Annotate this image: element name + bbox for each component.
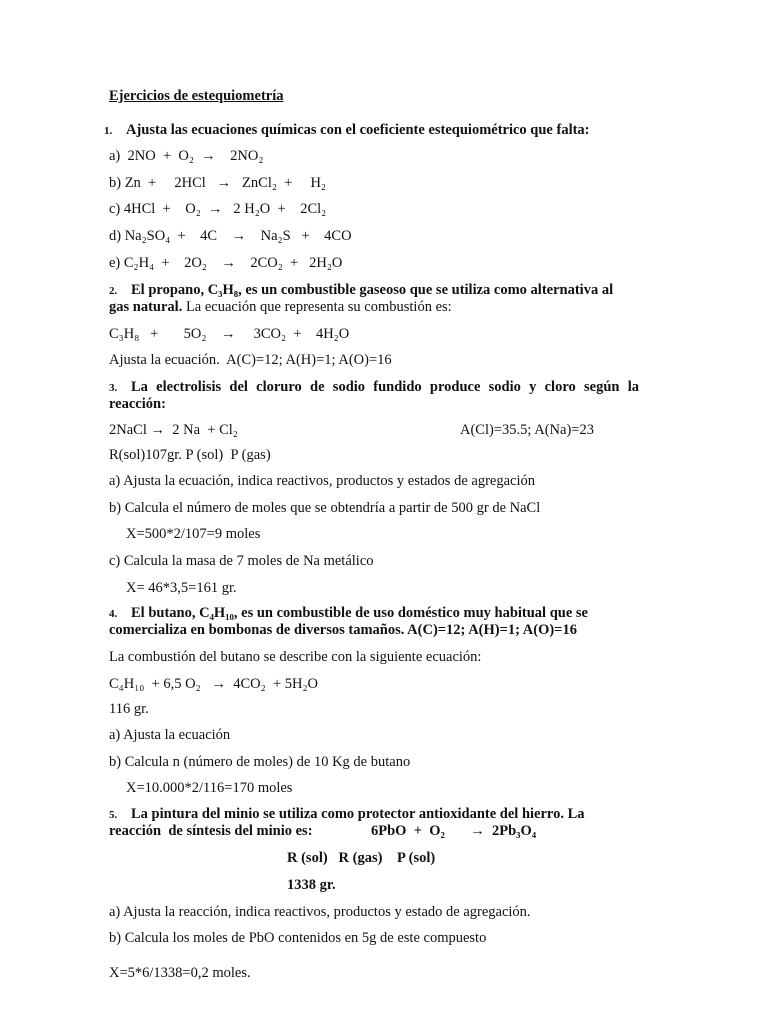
question-5-line2: reacción de síntesis del minio es:	[109, 823, 313, 839]
question-5-text: La pintura del minio se utiliza como protector antioxidante del hierro. La	[131, 806, 585, 822]
question-4-text: El butano, C₄H₁₀, es un combustible de uso doméstico muy habitual que se	[131, 605, 588, 621]
question-5-number: 5.	[109, 809, 118, 821]
question-1-number: 1.	[104, 125, 113, 137]
q3-answer-b: X=500*2/107=9 moles	[126, 526, 261, 542]
q5-molar-mass: 1338 gr.	[287, 877, 336, 893]
q2-equation: C₃H₈ + 5O₂ → 3CO₂ + 4H₂O	[109, 326, 350, 342]
q1-item-a: a) 2NO + O₂ → 2NO₂	[109, 148, 264, 164]
question-2-line2-rest: La ecuación que representa su combustión es:	[182, 299, 452, 315]
q2-note: Ajusta la ecuación. A(C)=12; A(H)=1; A(O)=16	[109, 352, 392, 368]
q1-item-e: e) C₂H₄ + 2O₂ → 2CO₂ + 2H₂O	[109, 255, 343, 271]
question-3-line2: reacción:	[109, 396, 166, 412]
q5-equation: 6PbO + O₂ → 2Pb₃O₄	[371, 823, 537, 839]
q4-equation: C₄H₁₀ + 6,5 O₂ → 4CO₂ + 5H₂O	[109, 676, 319, 692]
q3-atomic-masses: A(Cl)=35.5; A(Na)=23	[460, 422, 594, 438]
q1-item-c: c) 4HCl + O₂ → 2 H₂O + 2Cl₂	[109, 201, 327, 217]
q4-answer-b: X=10.000*2/116=170 moles	[126, 780, 293, 796]
q4-intro: La combustión del butano se describe con la siguiente ecuación:	[109, 649, 482, 665]
q4-item-a: a) Ajusta la ecuación	[109, 727, 231, 743]
question-3-line1	[109, 378, 639, 397]
question-3-text: La electrolisis del cloruro de sodio fundido produce sodio y cloro según la	[131, 379, 639, 395]
q1-item-d: d) Na₂SO₄ + 4C → Na₂S + 4CO	[109, 228, 352, 244]
question-4-number: 4.	[109, 608, 118, 620]
q3-equation: 2NaCl → 2 Na + Cl₂	[109, 422, 238, 438]
q5-item-a: a) Ajusta la reacción, indica reactivos, productos y estado de agregación.	[109, 904, 531, 920]
question-2-line2-bold: gas natural.	[109, 299, 183, 315]
q5-states: R (sol) R (gas) P (sol)	[287, 850, 436, 866]
q3-states: R(sol)107gr. P (sol) P (gas)	[109, 447, 271, 463]
question-1-text: Ajusta las ecuaciones químicas con el coeficiente estequiométrico que falta:	[126, 122, 590, 138]
question-3-number: 3.	[109, 382, 118, 394]
question-4-line2: comercializa en bombonas de diversos tamaños. A(C)=12; A(H)=1; A(O)=16	[109, 622, 577, 638]
q3-item-b: b) Calcula el número de moles que se obtendría a partir de 500 gr de NaCl	[109, 500, 541, 516]
q4-molar-mass: 116 gr.	[109, 701, 149, 717]
question-2-number: 2.	[109, 285, 118, 297]
question-2-line2	[109, 298, 452, 316]
q3-answer-c: X= 46*3,5=161 gr.	[126, 580, 237, 596]
q5-item-b: b) Calcula los moles de PbO contenidos en 5g de este compuesto	[109, 930, 487, 946]
q3-item-c: c) Calcula la masa de 7 moles de Na metálico	[109, 553, 374, 569]
question-1-heading	[104, 121, 590, 140]
q5-answer: X=5*6/1338=0,2 moles.	[109, 965, 251, 981]
page-title: Ejercicios de estequiometría	[109, 88, 284, 104]
q3-item-a: a) Ajusta la ecuación, indica reactivos, productos y estados de agregación	[109, 473, 535, 489]
q4-item-b: b) Calcula n (número de moles) de 10 Kg de butano	[109, 754, 411, 770]
question-2-text: El propano, C₃H₈, es un combustible gaseoso que se utiliza como alternativa al	[131, 282, 614, 298]
q1-item-b: b) Zn + 2HCl → ZnCl₂ + H₂	[109, 175, 326, 191]
